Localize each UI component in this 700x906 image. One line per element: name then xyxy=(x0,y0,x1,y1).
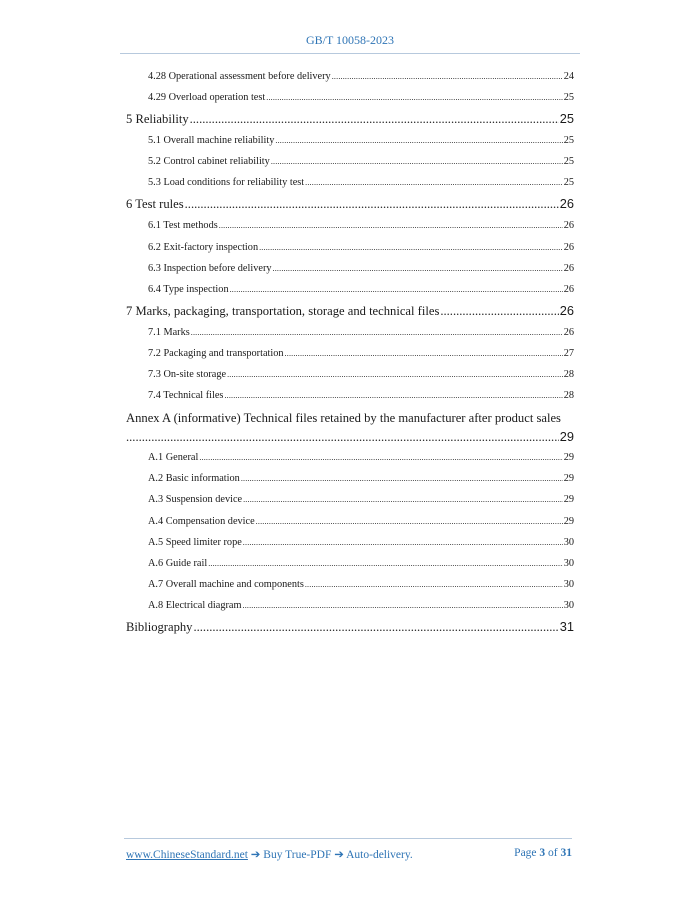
toc-section-5[interactable] xyxy=(126,108,574,130)
toc-entry[interactable] xyxy=(126,279,574,300)
toc-leader xyxy=(193,616,558,638)
page-label: Page xyxy=(514,847,537,859)
toc-entry-title: 5.2 Control cabinet reliability xyxy=(148,156,270,168)
page-number xyxy=(514,847,572,859)
toc-entry-page: 28 xyxy=(563,390,574,402)
toc-entry-page: 26 xyxy=(563,283,574,295)
toc-entry-title: A.2 Basic information xyxy=(148,473,240,485)
toc-entry[interactable] xyxy=(126,172,574,193)
toc-entry[interactable] xyxy=(126,237,574,258)
toc-leader xyxy=(126,427,559,447)
toc-leader xyxy=(208,553,563,574)
toc-entry-page: 25 xyxy=(563,177,574,189)
page-total: 31 xyxy=(560,847,572,859)
promo-text: ➔ Buy True-PDF ➔ Auto-delivery. xyxy=(247,849,413,861)
toc-annex-a-leader-line[interactable] xyxy=(126,427,574,447)
toc-entry[interactable] xyxy=(126,258,574,279)
toc-entry[interactable] xyxy=(126,215,574,236)
toc-entry-title: A.4 Compensation device xyxy=(148,515,255,527)
toc-entry-page: 30 xyxy=(563,557,574,569)
toc-entry-page: 28 xyxy=(563,369,574,381)
toc-entry[interactable] xyxy=(126,468,574,489)
toc-section-page: 26 xyxy=(559,196,574,212)
toc-leader xyxy=(243,489,563,510)
toc-entry-title: 7.2 Packaging and transportation xyxy=(148,347,284,359)
toc-leader xyxy=(285,343,563,364)
toc-entry[interactable] xyxy=(126,322,574,343)
toc-entry[interactable] xyxy=(126,364,574,385)
header-divider xyxy=(120,53,580,54)
toc-entry-title: A.3 Suspension device xyxy=(148,494,243,506)
toc-section-7[interactable] xyxy=(126,300,574,322)
toc-leader xyxy=(440,300,558,322)
toc-entry-page: 30 xyxy=(563,536,574,548)
toc-leader xyxy=(275,130,562,151)
toc-entry[interactable] xyxy=(126,489,574,510)
toc-entry-page: 25 xyxy=(563,135,574,147)
toc-entry-title: 6.1 Test methods xyxy=(148,220,218,232)
page-current: 3 xyxy=(539,847,546,859)
toc-entry[interactable] xyxy=(126,595,574,616)
toc-annex-a-title[interactable]: Annex A (informative) Technical files retained by the manufacturer after product sales xyxy=(126,411,561,426)
toc-entry-page: 25 xyxy=(563,92,574,104)
toc-entry-title: 5.1 Overall machine reliability xyxy=(148,135,275,147)
footer-divider xyxy=(124,838,572,839)
toc-entry-page: 26 xyxy=(563,220,574,232)
toc-section-page: 25 xyxy=(559,111,574,127)
toc-entry-page: 29 xyxy=(563,515,574,527)
toc-entry[interactable] xyxy=(126,574,574,595)
toc-leader xyxy=(191,322,563,343)
toc-section-title: 5 Reliability xyxy=(126,112,189,127)
toc-section-page: 26 xyxy=(559,302,574,318)
toc-section-page: 29 xyxy=(559,429,574,445)
toc-entry[interactable] xyxy=(126,385,574,406)
toc-entry-page: 30 xyxy=(563,599,574,611)
toc-entry-title: A.5 Speed limiter rope xyxy=(148,536,242,548)
toc-entry-title: A.7 Overall machine and components xyxy=(148,578,304,590)
toc-leader xyxy=(332,66,563,87)
toc-leader xyxy=(266,87,562,108)
toc-entry-page: 29 xyxy=(563,452,574,464)
toc-entry-page: 30 xyxy=(563,578,574,590)
toc-section-page: 31 xyxy=(559,618,574,634)
toc-entry-title: 4.29 Overload operation test xyxy=(148,92,266,104)
toc-section-title: Bibliography xyxy=(126,619,193,634)
toc-entry-title: 6.2 Exit-factory inspection xyxy=(148,241,259,253)
toc-entry[interactable] xyxy=(126,87,574,108)
toc-leader xyxy=(199,447,562,468)
toc-section-title: 6 Test rules xyxy=(126,197,184,212)
toc-entry-title: 5.3 Load conditions for reliability test xyxy=(148,177,305,189)
table-of-contents xyxy=(126,66,574,638)
toc-entry[interactable] xyxy=(126,343,574,364)
page-of: of xyxy=(548,847,558,859)
toc-leader xyxy=(185,193,559,215)
toc-entry-title: 4.28 Operational assessment before delivery xyxy=(148,71,331,82)
toc-entry-page: 25 xyxy=(563,156,574,168)
toc-entry-title: 7.3 On-site storage xyxy=(148,369,227,381)
toc-entry-title: A.6 Guide rail xyxy=(148,557,208,569)
toc-leader xyxy=(243,595,563,616)
toc-entry[interactable] xyxy=(126,447,574,468)
toc-entry[interactable] xyxy=(126,66,574,87)
toc-entry-page: 26 xyxy=(563,326,574,338)
toc-section-6[interactable] xyxy=(126,193,574,215)
toc-entry[interactable] xyxy=(126,130,574,151)
toc-entry-title: A.1 General xyxy=(148,452,199,464)
toc-leader xyxy=(241,468,563,489)
toc-leader xyxy=(243,532,563,553)
toc-leader xyxy=(305,172,563,193)
toc-entry-page: 27 xyxy=(563,347,574,359)
toc-entry[interactable] xyxy=(126,532,574,553)
page-header xyxy=(0,33,700,48)
toc-section-title: 7 Marks, packaging, transportation, storage and technical files xyxy=(126,303,440,318)
toc-entry-title: 7.1 Marks xyxy=(148,326,190,338)
toc-leader xyxy=(230,279,563,300)
toc-leader xyxy=(190,108,559,130)
toc-leader xyxy=(273,258,563,279)
toc-entry-page: 29 xyxy=(563,494,574,506)
toc-entry-page: 26 xyxy=(563,241,574,253)
toc-leader xyxy=(227,364,563,385)
toc-bibliography[interactable] xyxy=(126,616,574,638)
toc-entry-title: 6.3 Inspection before delivery xyxy=(148,262,272,274)
website-link[interactable]: www.ChineseStandard.net xyxy=(126,849,248,861)
toc-leader xyxy=(271,151,563,172)
toc-leader xyxy=(259,237,563,258)
toc-entry-page: 26 xyxy=(563,262,574,274)
toc-leader xyxy=(219,215,563,236)
toc-leader xyxy=(256,511,563,532)
toc-entry-title: 7.4 Technical files xyxy=(148,390,224,402)
standard-number: GB/T 10058-2023 xyxy=(305,33,395,47)
toc-leader xyxy=(224,385,562,406)
toc-entry[interactable] xyxy=(126,151,574,172)
toc-entry-title: A.8 Electrical diagram xyxy=(148,599,242,611)
toc-entry[interactable] xyxy=(126,553,574,574)
toc-entry-title: 6.4 Type inspection xyxy=(148,283,229,295)
toc-leader xyxy=(305,574,563,595)
toc-entry-page: 24 xyxy=(563,71,574,82)
toc-entry-page: 29 xyxy=(563,473,574,485)
toc-entry[interactable] xyxy=(126,511,574,532)
